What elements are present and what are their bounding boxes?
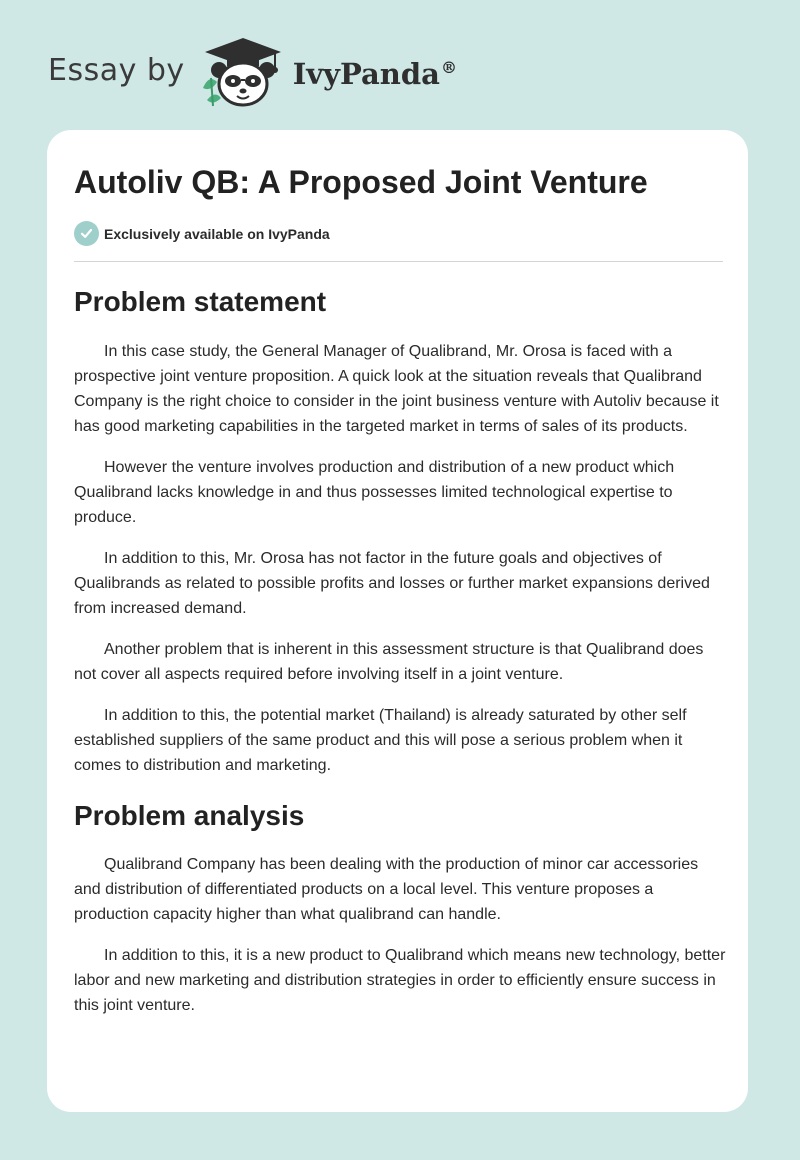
paragraph: Qualibrand Company has been dealing with the production of minor car accessories and distribution of differentiated products on a local level. This venture proposes a production capacity higher than what qualibrand can handle. [74, 856, 699, 923]
paragraph: In addition to this, Mr. Orosa has not factor in the future goals and objectives of Qualibrands as related to possible profits and losses or further market expansions derived from increased demand. [74, 550, 710, 617]
paragraph: In addition to this, it is a new product to Qualibrand which means new technology, better labor and new marketing and distribution strategies in order to efficiently ensure success in this joint venture. [74, 947, 726, 1014]
exclusive-label: Exclusively available on IvyPanda [104, 225, 330, 242]
site-header [48, 30, 457, 110]
exclusive-badge [74, 221, 330, 246]
panda-logo-icon[interactable] [197, 30, 289, 110]
paragraph: In addition to this, the potential market (Thailand) is already saturated by other self established suppliers of the same product and this will pose a serious problem when it comes to distribution and marketing. [74, 707, 687, 774]
divider [74, 261, 723, 262]
registered-mark: ® [440, 58, 457, 78]
paragraph: Another problem that is inherent in this assessment structure is that Qualibrand does not cover all aspects required before involving itself in a joint venture. [74, 641, 704, 683]
section-heading: Problem statement [74, 286, 327, 317]
paragraph: However the venture involves production and distribution of a new product which Qualibrand lacks knowledge in and thus possesses limited technological expertise to produce. [74, 459, 675, 526]
checkmark-icon [74, 221, 99, 246]
essay-by-label: Essay by [48, 52, 185, 88]
article-body [74, 280, 729, 1034]
brand-name[interactable]: IvyPanda® [292, 57, 457, 91]
section-heading: Problem analysis [74, 800, 305, 831]
article-card [47, 130, 748, 1112]
page-title: Autoliv QB: A Proposed Joint Venture [74, 164, 648, 200]
paragraph: In this case study, the General Manager of Qualibrand, Mr. Orosa is faced with a prospective joint venture proposition. A quick look at the situation reveals that Qualibrand Company is the right choice to consider in the joint business venture with Autoliv because it has good marketing capabilities in the targeted market in terms of sales of its products. [74, 343, 719, 435]
